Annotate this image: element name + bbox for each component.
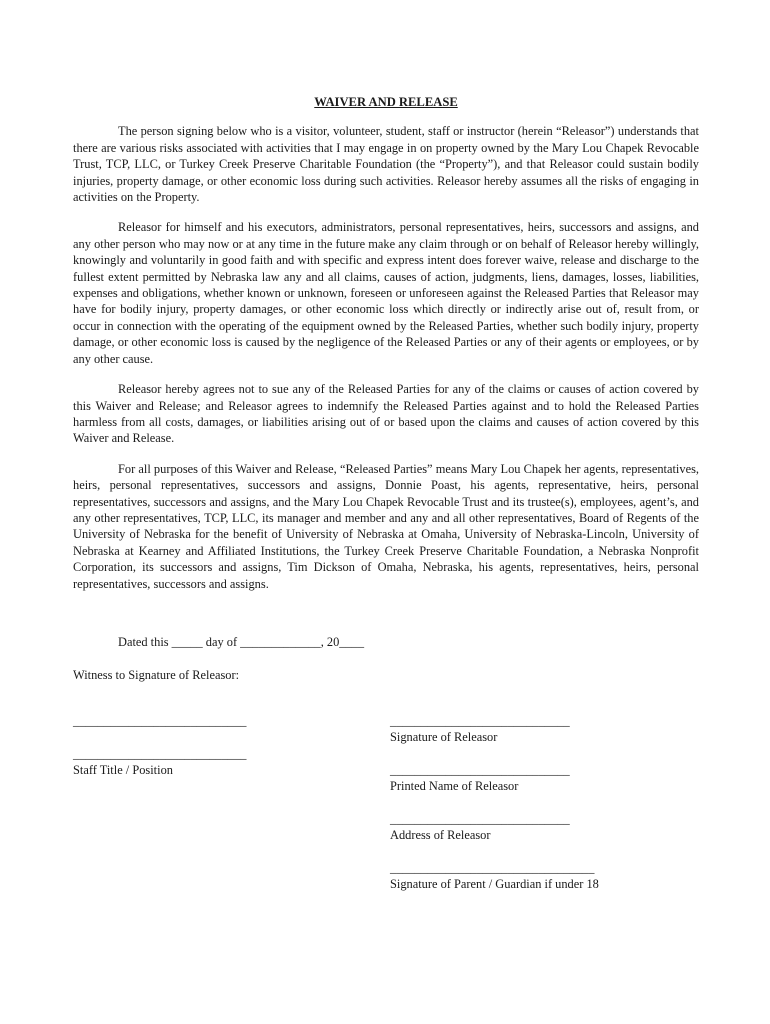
paragraph-release: Releasor for himself and his executors, administrators, personal representatives, heirs, successors and assigns, and any other person who may now or at any time in the future make any claim through or on behalf of Releasor hereby willingly, knowingly and voluntarily in good faith and with specific and express intent does forever waive, release and discharge to the fullest extent permitted by Nebraska law any and all claims, causes of action, judgments, liens, damages, losses, liabilities, expenses and obligations, whether known or unknown, foreseen or unforeseen against the Released Parties that Releasor may have for bodily injury, property damages, or other economic loss which directly or indirectly arise out of, result from, or occur in connection with the operating of the equipment owned by the Released Parties, whether such bodily injury, property damage, or other economic loss is caused by the negligence of the Released Parties or any of their agents or employees, or by any other cause. xyxy=(73,220,699,366)
witness-label: Witness to Signature of Releasor: xyxy=(73,668,240,682)
paragraph-risk-assumption: The person signing below who is a visitor, volunteer, student, staff or instructor (herein “Releasor”) understands that there are various risks associated with activities that I may engage in on property owned by the Mary Lou Chapek Revocable Trust, TCP, LLC, or Turkey Creek Preserve Charitable Foundation (the “Property”), and that Releasor could sustain bodily injuries, property damage, or other economic loss during such activities. Releasor hereby assumes all the risks of engaging in activities on the Property. xyxy=(73,124,699,205)
dated-line: Dated this _____ day of _____________, 20____ xyxy=(118,635,365,649)
address-line: _____________________________ xyxy=(390,812,570,826)
releasor-signature-label: Signature of Releasor xyxy=(390,730,498,745)
releasor-signature-block xyxy=(390,713,570,746)
printed-name-label: Printed Name of Releasor xyxy=(390,779,519,794)
staff-title-line: ____________________________ xyxy=(73,747,247,761)
printed-name-block xyxy=(390,762,570,795)
address-block xyxy=(390,811,570,844)
printed-name-line: _____________________________ xyxy=(390,763,570,777)
guardian-signature-block xyxy=(390,860,599,893)
paragraph-covenant-not-to-sue: Releasor hereby agrees not to sue any of the Released Parties for any of the claims or causes of action covered by this Waiver and Release; and Releasor agrees to indemnify the Released Parties against and to hold the Released Parties harmless from all costs, damages, or liabilities arising out of or based upon the claims and causes of action covered by this Waiver and Release. xyxy=(73,382,699,446)
staff-title-label: Staff Title / Position xyxy=(73,763,173,778)
guardian-signature-line: _________________________________ xyxy=(390,861,595,875)
document-title: WAIVER AND RELEASE xyxy=(314,95,458,109)
document-page xyxy=(73,94,699,892)
guardian-signature-label: Signature of Parent / Guardian if under 18 xyxy=(390,877,599,892)
witness-signature-line: ____________________________ xyxy=(73,714,247,728)
releasor-signature-line: _____________________________ xyxy=(390,714,570,728)
staff-title-block xyxy=(73,746,246,779)
witness-signature-block xyxy=(73,713,246,729)
address-label: Address of Releasor xyxy=(390,828,491,843)
paragraph-released-parties: For all purposes of this Waiver and Release, “Released Parties” means Mary Lou Chapek her agents, representatives, heirs, personal representatives, successors and assigns, Donnie Poast, his agents, representative, heirs, personal representatives, successors and assigns, and the Mary Lou Chapek Revocable Trust and its trustee(s), employees, agent’s, and any other representatives, TCP, LLC, its manager and member and any and all other representatives, Board of Regents of the University of Nebraska for the benefit of University of Nebraska at Omaha, University of Nebraska-Lincoln, University of Nebraska at Kearney and Affiliated Institutions, the Turkey Creek Preserve Charitable Foundation, a Nebraska Nonprofit Corporation, its successors and assigns, Tim Dickson of Omaha, Nebraska, his agents, representatives, heirs, personal representatives, successors and assigns. xyxy=(73,461,699,591)
